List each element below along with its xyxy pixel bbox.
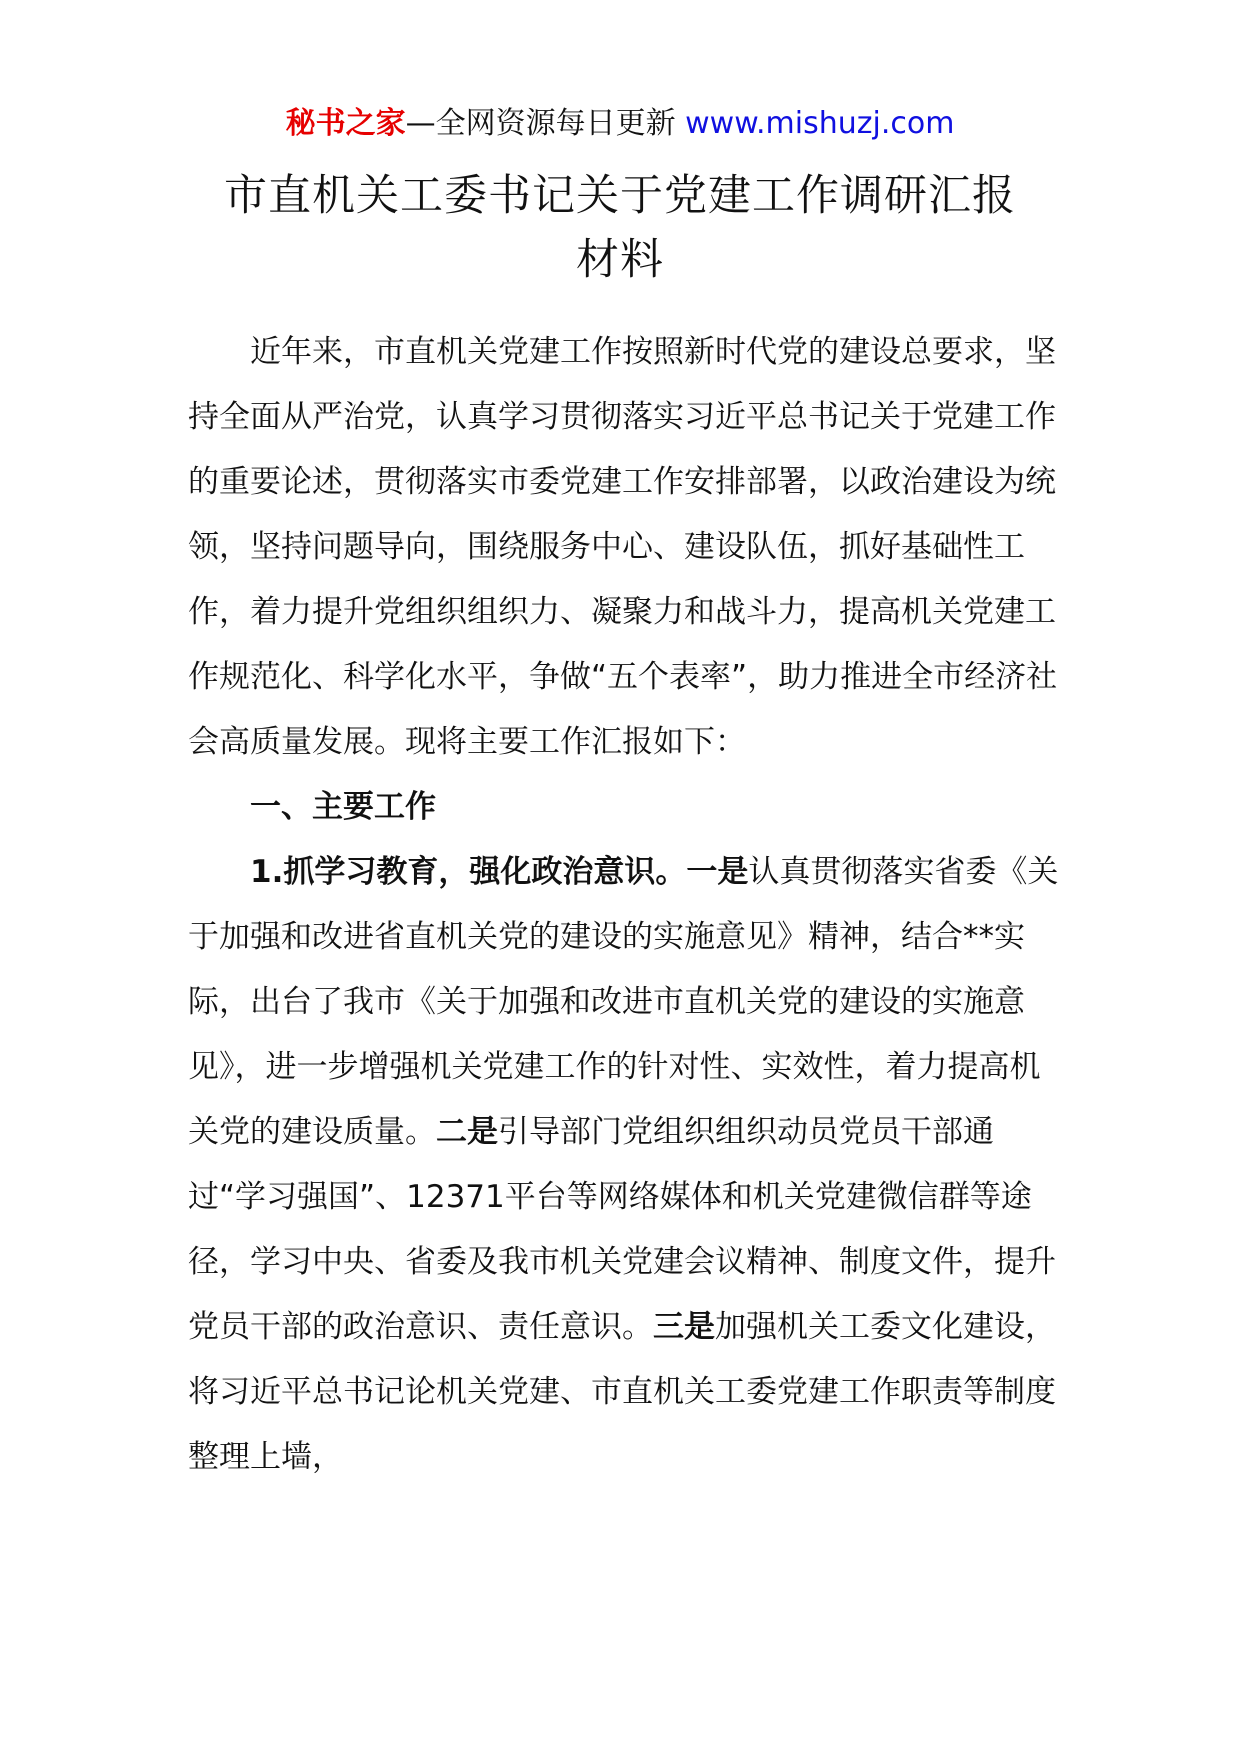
site-banner [0,104,1240,144]
intro-paragraph: 近年来，市直机关党建工作按照新时代党的建设总要求，坚持全面从严治党，认真学习贯彻落实习近平总书记关于党建工作的重要论述，贯彻落实市委党建工作安排部署，以政治建设为统领，坚持问题导向，围绕服务中心、建设队伍，抓好基础性工作，着力提升党组织组织力、凝聚力和战斗力，提高机关党建工作规范化、科学化水平，争做“五个表率”，助力推进全市经济社会高质量发展。现将主要工作汇报如下： [188,334,1058,760]
item-second-text: 引导部门党组织组织动员党员干部通过“学习强国”、12371平台等网络媒体和机关党建微信群等途径，学习中央、省委及我市机关党建会议精神、制度文件，提升党员干部的政治意识、责任意识。 [188,1114,1056,1345]
document-title-line-1: 市直机关工委书记关于党建工作调研汇报 [224,171,1016,221]
banner-brand: 秘书之家 [285,106,406,141]
item-first-text: 认真贯彻落实省委《关于加强和改进省直机关党的建设的实施意见》精神，结合**实际，出台了我市《关于加强和改进市直机关党的建设的实施意见》，进一步增强机关党建工作的针对性、实效性，着力提高机关党的建设质量。 [188,854,1059,1150]
banner-tagline: —全网资源每日更新 [405,106,686,141]
item-second-label: 二是 [436,1114,498,1150]
document-title-line-2: 材料 [576,235,664,285]
document-body [188,320,1068,1490]
item-paragraph [188,840,1068,1490]
item-third-label: 三是 [653,1309,715,1345]
item-first-label: 一是 [686,854,749,890]
section-heading: 一、主要工作 [250,789,436,825]
banner-url-link[interactable]: www.mishuzj.com [685,106,955,141]
document-title [150,164,1090,292]
item-lead: 1.抓学习教育，强化政治意识。 [250,854,687,890]
item-third-text: 加强机关工委文化建设，将习近平总书记论机关党建、市直机关工委党建工作职责等制度整理上墙， [188,1309,1056,1475]
